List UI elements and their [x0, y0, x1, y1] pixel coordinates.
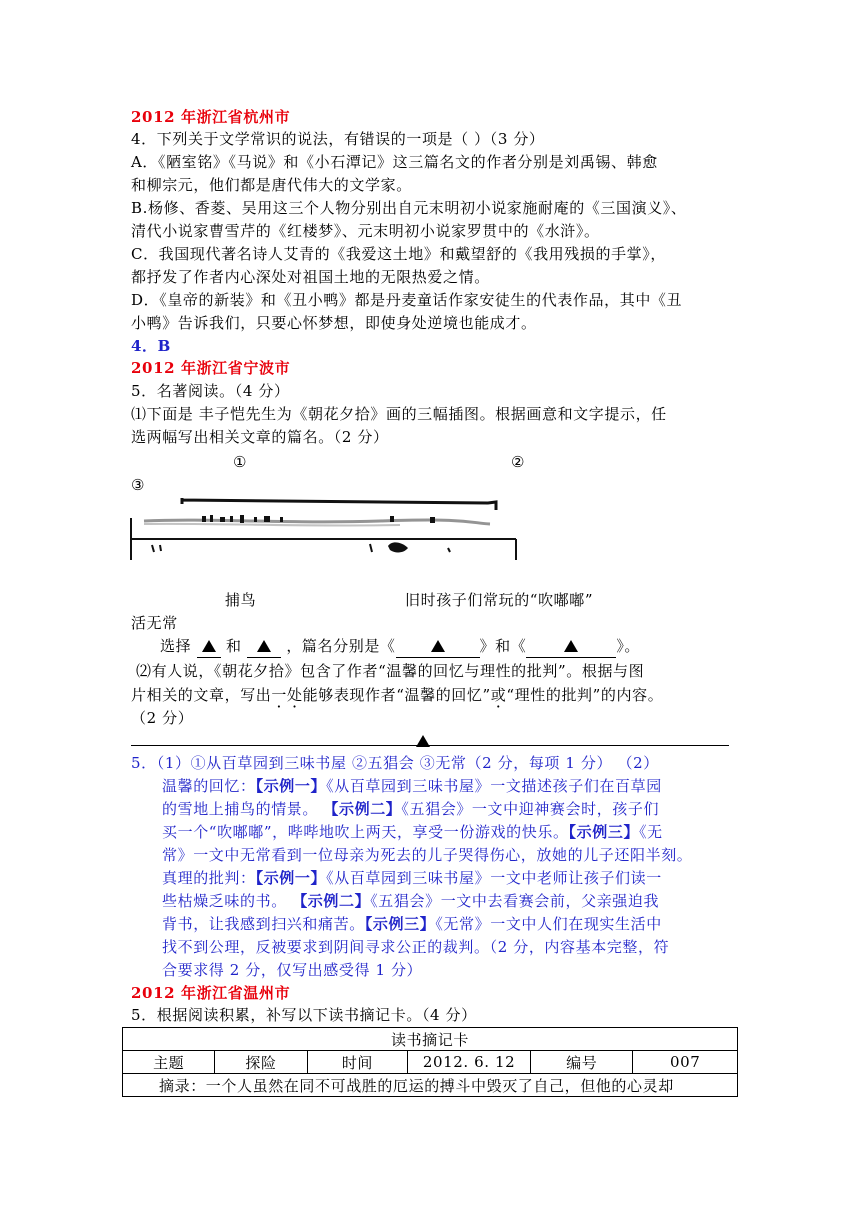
answer-5-line3 — [162, 798, 659, 820]
titles-label: ，篇名分别是《 — [286, 637, 396, 655]
answer-5-line10: 合要求得 2 分，仅写出感受得 1 分） — [162, 961, 423, 979]
question-4: 4．下列关于文学常识的说法，有错误的一项是（ ）（3 分） — [131, 130, 545, 148]
illustration-number-3: ③ — [131, 476, 146, 494]
blank-title-1[interactable] — [396, 635, 480, 658]
illustration-strip — [130, 490, 518, 565]
answer-5-line4 — [162, 821, 663, 843]
option-b-line1: B.杨修、香菱、吴用这三个人物分别出自元末明初小说家施耐庵的《三国演义》、 — [131, 199, 687, 217]
example-tag: 【示例二】 — [323, 800, 402, 818]
part2-score: （2 分） — [131, 709, 194, 727]
example-tag: 【示例一】 — [255, 777, 327, 795]
time-value: 2012. 6. 12 — [408, 1051, 531, 1074]
answer-text: 的雪地上捕鸟的情景。 — [162, 800, 319, 818]
card-title: 读书摘记卡 — [123, 1028, 738, 1051]
part2-line2 — [131, 684, 663, 706]
select-label: 选择 — [160, 637, 192, 655]
answer-5-line8 — [162, 913, 662, 935]
option-a-line1: A．《陋室铭》《马说》和《小石潭记》这三篇名文的作者分别是刘禹锡、韩愈 — [131, 153, 658, 171]
triangle-marker-icon — [564, 640, 578, 652]
part2-text-b: 能够表现作者“温馨的回忆” — [302, 686, 491, 704]
answer-text: 真理的批判： — [162, 869, 256, 887]
option-a-line2: 和柳宗元，他们都是唐代伟大的文学家。 — [131, 176, 412, 194]
section-heading-wenzhou: 2012 年浙江省温州市 — [131, 984, 291, 1002]
answer-text: 背书，让我感到扫兴和痛苦。 — [162, 915, 365, 933]
answer-text: 《无 — [639, 823, 663, 841]
part1-line2: 选两幅写出相关文章的篇名。（2 分） — [131, 428, 389, 446]
section-heading-ningbo: 2012 年浙江省宁波市 — [131, 359, 291, 377]
option-d-line1: D．《皇帝的新装》和《丑小鸭》都是丹麦童话作家安徒生的代表作品，其中《丑 — [131, 291, 683, 309]
answer-text: 温馨的回忆： — [162, 777, 256, 795]
answer-5-line7 — [162, 890, 659, 912]
answer-line-marker — [416, 731, 430, 750]
answer-4: 4．B — [131, 337, 171, 355]
theme-label: 主题 — [123, 1051, 215, 1074]
number-label: 编号 — [530, 1051, 633, 1074]
section-heading-hangzhou: 2012 年浙江省杭州市 — [131, 108, 291, 126]
and-label: 和 — [225, 637, 242, 655]
time-label: 时间 — [307, 1051, 407, 1074]
caption-1: 捕鸟 — [225, 591, 257, 609]
answer-line[interactable] — [131, 745, 729, 746]
answer-5-line1: 5．（1）①从百草园到三味书屋 ②五猖会 ③无常（2 分，每项 1 分） （2） — [131, 754, 659, 772]
excerpt-field[interactable]: 摘录：一个人虽然在同不可战胜的厄运的搏斗中毁灭了自己，但他的心灵却 — [123, 1074, 738, 1097]
part2-line1: ⑵有人说，《朝花夕拾》包含了作者“温馨的回忆与理性的批判”。根据与图 — [136, 662, 645, 680]
theme-value: 探险 — [215, 1051, 307, 1074]
emphasis-one: 一 — [271, 686, 288, 704]
number-value: 007 — [633, 1051, 738, 1074]
illustration-sketch — [130, 490, 518, 565]
emphasis-place: 处 — [287, 686, 303, 704]
triangle-marker-icon — [202, 640, 216, 652]
example-tag: 【示例三】 — [364, 915, 436, 933]
triangle-marker-icon — [416, 735, 430, 747]
option-b-line2: 清代小说家曹雪芹的《红楼梦》、元末明初小说家罗贯中的《水浒》。 — [131, 222, 600, 240]
and-label-2: 》和《 — [479, 637, 527, 655]
answer-text: 《从百草园到三味书屋》一文描述孩子们在百草园 — [326, 777, 662, 795]
caption-2: 旧时孩子们常玩的“吹嘟嘟” — [405, 591, 594, 609]
end-punct: 》。 — [616, 637, 641, 655]
answer-5-line9: 找不到公理，反被要求到阴间寻求公正的裁判。（2 分，内容基本完整，符 — [162, 938, 670, 956]
answer-text: 《从百草园到三味书屋》一文中老师让孩子们读一 — [326, 869, 662, 887]
selection-line — [160, 635, 640, 658]
option-d-line2: 小鸭》告诉我们，只要心怀梦想，即使身处逆境也能成才。 — [131, 314, 537, 332]
emphasis-or: 或 — [490, 686, 507, 704]
answer-text: 《五猖会》一文中迎神赛会时，孩子们 — [401, 800, 660, 818]
answer-5-line6 — [162, 867, 662, 889]
reading-notes-card — [122, 1027, 738, 1097]
blank-choice-1[interactable] — [197, 635, 221, 658]
answer-text: 买一个“吹嘟嘟”，哔哔地吹上两天，享受一份游戏的快乐。 — [162, 823, 569, 841]
answer-5-line5: 常》一文中无常看到一位母亲为死去的儿子哭得伤心，放她的儿子还阳半刻。 — [162, 846, 693, 864]
option-c-line1: C．我国现代著名诗人艾青的《我爱这土地》和戴望舒的《我用残损的手掌》， — [131, 245, 666, 263]
example-tag: 【示例一】 — [255, 869, 327, 887]
triangle-marker-icon — [431, 640, 445, 652]
blank-choice-2[interactable] — [247, 635, 281, 658]
option-c-line2: 都抒发了作者内心深处对祖国土地的无限热爱之情。 — [131, 268, 490, 286]
blank-title-2[interactable] — [526, 635, 616, 658]
illustration-number-1: ① — [233, 453, 248, 471]
example-tag: 【示例二】 — [292, 892, 371, 910]
part2-text-c: “理性的批判”的内容。 — [506, 686, 664, 704]
question-5: 5．名著阅读。（4 分） — [131, 382, 290, 400]
answer-text: 《五猖会》一文中去看赛会前，父亲强迫我 — [370, 892, 660, 910]
example-tag: 【示例三】 — [568, 823, 640, 841]
illustration-number-2: ② — [511, 453, 526, 471]
answer-text: 些枯燥乏味的书。 — [162, 892, 287, 910]
answer-5-line2 — [162, 775, 662, 797]
part1-line1: ⑴下面是 丰子恺先生为《朝花夕拾》画的三幅插图。根据画意和文字提示，任 — [131, 405, 667, 423]
answer-text: 《无常》一文中人们在现实生活中 — [435, 915, 662, 933]
question-5-wenzhou: 5．根据阅读积累，补写以下读书摘记卡。（4 分） — [131, 1006, 477, 1024]
part2-text-a: 片相关的文章，写出 — [131, 686, 272, 704]
caption-3: 活无常 — [131, 614, 178, 632]
triangle-marker-icon — [257, 640, 271, 652]
